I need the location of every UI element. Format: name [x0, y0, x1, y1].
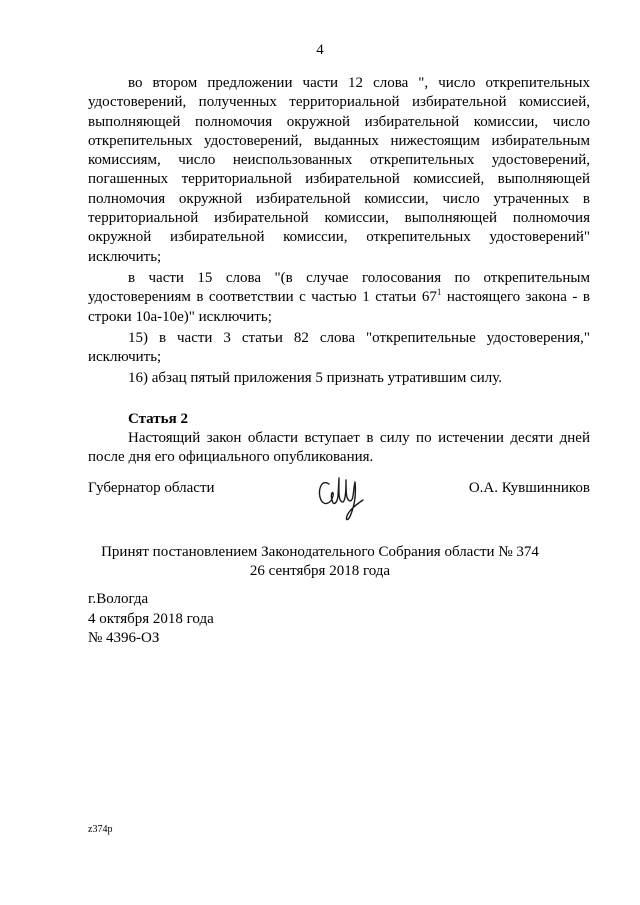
adoption-line-2: 26 сентября 2018 года	[249, 563, 391, 580]
governor-name: О.А. Кувшинников	[468, 480, 590, 496]
article-heading: Статья 2	[128, 410, 188, 427]
paragraph-part15	[88, 269, 590, 327]
governor-title: Губернатор области	[88, 480, 215, 496]
city: г.Вологда	[88, 591, 149, 607]
list-item-16: 16) абзац пятый приложения 5 признать утратившим силу.	[128, 370, 503, 387]
part15-text-b: настоящего закона - в строки 10а-10е)" исключить;	[88, 289, 590, 325]
signature-row	[88, 470, 590, 530]
paragraph-part12: во втором предложении части 12 слова ", число открепительных удостоверений, полученных территориальной избирательной комиссией, выполняющей полномочия окружной избирательной комиссии, число открепительных удостоверений, выданных нижестоящим избирательным комиссиям, число неиспользованных открепительных удостоверений, погашенных территориальной избирательной комиссией, выполняющей полномочия окружной избирательной комиссии, число утраченных в территориальной избирательной комиссии, выполняющей полномочия окружной избирательной комиссии, открепительных удостоверений" исключить;	[88, 75, 590, 265]
place-date-block	[88, 590, 214, 649]
page-number: 4	[316, 42, 324, 58]
handwritten-signature	[315, 470, 367, 524]
document-body	[88, 74, 590, 470]
article-text: Настоящий закон области вступает в силу по истечении десяти дней после дня его официального опубликования.	[88, 430, 590, 466]
part15-text-a: в части 15 слова "(в случае голосования по открепительным удостоверениям в соответствии с частью 1 статьи 67	[88, 269, 590, 306]
list-item-15: 15) в части 3 статьи 82 слова "открепительные удостоверения," исключить;	[88, 329, 590, 366]
law-number: № 4396-ОЗ	[88, 630, 160, 646]
footer-code: z374p	[88, 824, 113, 835]
signing-date: 4 октября 2018 года	[88, 610, 214, 627]
adoption-line-1: Принят постановлением Законодательного Собрания области № 374	[101, 544, 539, 560]
adoption-note	[0, 543, 640, 582]
part15-superscript: 1	[436, 287, 442, 298]
